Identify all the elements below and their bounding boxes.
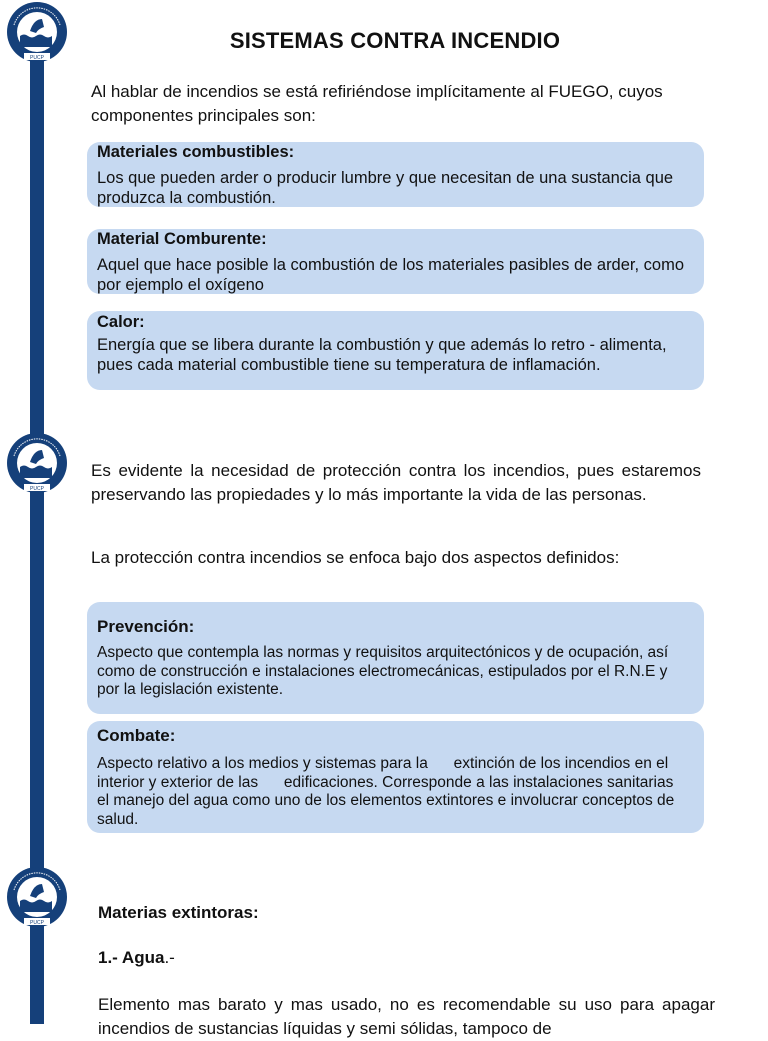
protection-paragraph: Es evidente la necesidad de protección contra los incendios, pues estaremos preservando las propiedades y lo más importante la vida de las personas. xyxy=(91,461,701,504)
svg-text:PUCP: PUCP xyxy=(30,486,44,492)
extinguishers-heading: Materias extintoras: xyxy=(98,903,259,922)
agua-paragraph: Elemento mas barato y mas usado, no es recomendable su uso para apagar incendios de sustancias líquidas y semi sólidas, tampoco de xyxy=(98,995,715,1038)
agua-item-suffix: .- xyxy=(164,948,175,967)
component-box-calor xyxy=(87,311,704,390)
intro-paragraph: Al hablar de incendios se está refiriéndose implícitamente al FUEGO, cuyos componentes principales son: xyxy=(91,82,663,125)
aspect-text: Aspecto que contempla las normas y requisitos arquitectónicos y de ocupación, así como de construcción e instalaciones electromecánicas, estipulados por el R.N.E y por la legislación existente. xyxy=(97,644,669,698)
page-title: SISTEMAS CONTRA INCENDIO xyxy=(229,28,561,53)
component-box-combustibles xyxy=(87,142,704,207)
component-text: Los que pueden arder o producir lumbre y que necesitan de una sustancia que produzca la combustión. xyxy=(97,169,674,207)
aspect-heading: Combate: xyxy=(97,726,176,745)
aspect-heading: Prevención: xyxy=(97,617,195,636)
component-heading: Calor: xyxy=(97,313,145,331)
agua-item xyxy=(98,948,175,968)
aspect-box-combate xyxy=(87,721,704,833)
university-seal-logo xyxy=(6,866,68,928)
side-rail-2 xyxy=(30,478,44,872)
component-box-comburente xyxy=(87,229,704,294)
component-heading: Material Comburente: xyxy=(97,230,267,248)
component-text: Energía que se libera durante la combustión y que además lo retro - alimenta, pues cada material combustible tiene su temperatura de inflamación. xyxy=(97,336,667,374)
university-seal-logo xyxy=(6,432,68,494)
aspects-intro-paragraph: La protección contra incendios se enfoca bajo dos aspectos definidos: xyxy=(91,548,620,567)
svg-text:PUCP: PUCP xyxy=(30,920,44,926)
side-rail-1 xyxy=(30,50,44,435)
aspect-box-prevencion xyxy=(87,602,704,714)
component-heading: Materiales combustibles: xyxy=(97,143,295,161)
side-rail-3 xyxy=(30,915,44,1024)
agua-item-number: 1.- Agua xyxy=(98,948,165,967)
svg-text:PUCP: PUCP xyxy=(30,55,44,61)
aspect-text: Aspecto relativo a los medios y sistemas para la extinción de los incendios en el interior y exterior de las edificaciones. Corresponde a las instalaciones sanitarias el manejo del agua como uno de los elementos extintores e involucrar conceptos de salud. xyxy=(97,755,691,828)
component-text: Aquel que hace posible la combustión de los materiales pasibles de arder, como por ejemplo el oxígeno xyxy=(97,256,685,294)
